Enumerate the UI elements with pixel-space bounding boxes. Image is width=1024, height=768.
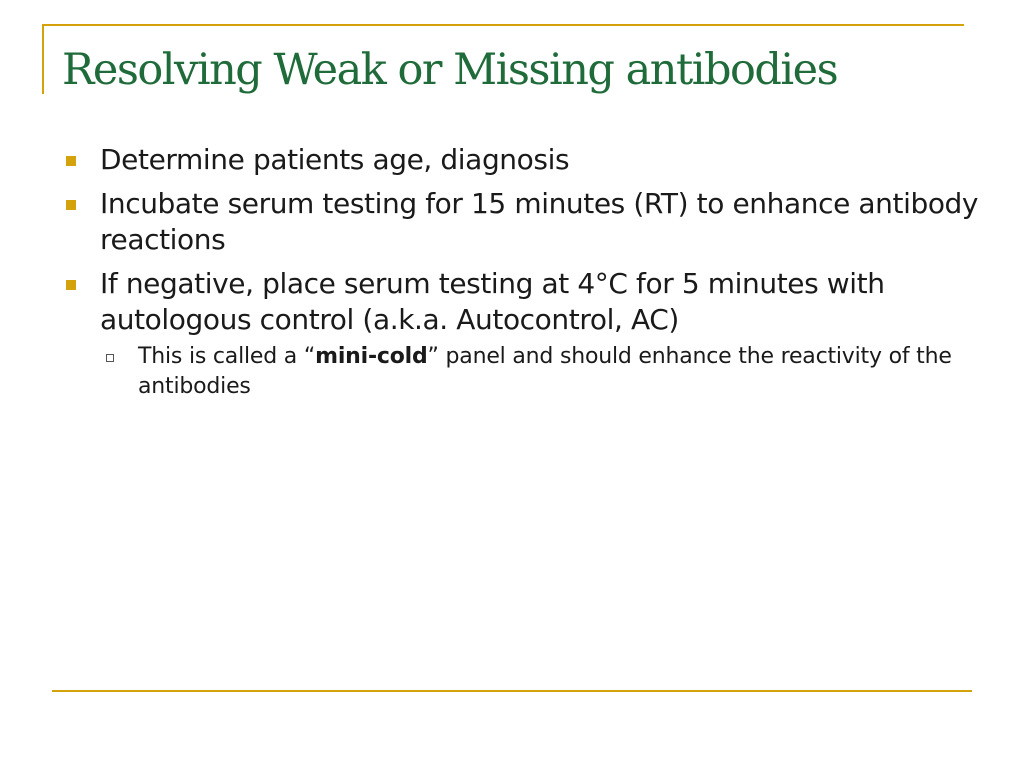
frame-left-rule	[42, 24, 44, 94]
filled-square-bullet-icon	[66, 280, 76, 290]
bullet-item	[62, 142, 1002, 178]
filled-square-bullet-icon	[66, 156, 76, 166]
bullet-text: Determine patients age, diagnosis	[100, 143, 570, 176]
frame-bottom-rule	[52, 690, 972, 692]
filled-square-bullet-icon	[66, 200, 76, 210]
bullet-text: If negative, place serum testing at 4°C for 5 minutes with autologous control (a.k.a. Autocontrol, AC)	[100, 267, 885, 336]
bullet-item	[62, 186, 1002, 258]
sub-bullet-suffix: ” panel and should enhance the reactivity of the antibodies	[138, 344, 952, 399]
sub-bullet-bold-term: mini-cold	[315, 344, 428, 369]
frame-top-rule	[42, 24, 964, 26]
slide-title: Resolving Weak or Missing antibodies	[62, 45, 838, 95]
bullet-text: Incubate serum testing for 15 minutes (RT) to enhance antibody reactions	[100, 187, 979, 256]
hollow-square-bullet-icon	[106, 354, 114, 362]
sub-bullet-item	[100, 342, 1002, 402]
bullet-item	[62, 266, 1002, 402]
bullet-list	[62, 142, 1002, 410]
sub-bullet-prefix: This is called a “	[138, 344, 316, 369]
sub-bullet-list	[100, 342, 1002, 402]
